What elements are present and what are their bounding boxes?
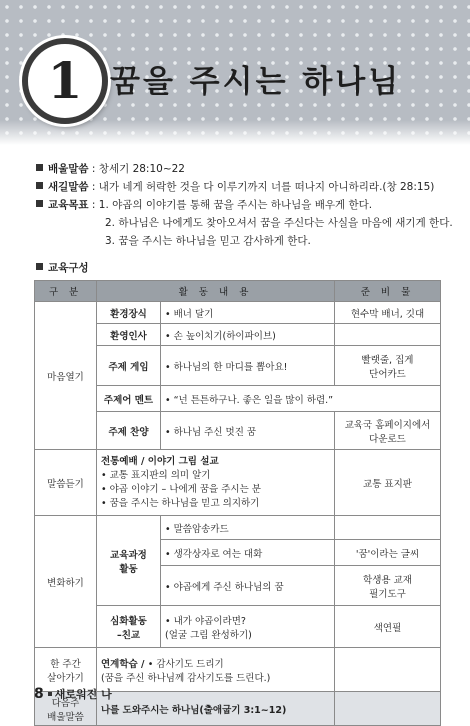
header-division: 구 분 [35,281,97,302]
sub-theme-ment: 주제어 멘트 [97,386,161,412]
listening-bullet-2: • 야곱 이야기 – 나에게 꿈을 주시는 분 [101,483,261,495]
act-jacob-dream: • 야곱에게 주신 하나님의 꿈 [161,566,335,606]
goal-label: 교육목표 [48,199,89,211]
section-change: 변화하기 [35,516,97,648]
act-weekly [97,648,335,692]
goal-text-2: 2. 하나님은 나에게도 찾아오셔서 꿈을 주신다는 사실을 마음에 새기게 한다. [105,217,453,229]
act-decoration: • 배너 달기 [161,302,335,324]
act-praise: • 하나님 주신 멋진 꿈 [161,412,335,450]
memory-line [36,178,434,196]
act-next: 나를 도와주시는 하나님(출애굽기 3:1~12) [97,692,335,726]
structure-heading [36,260,89,275]
lesson-number-badge [22,38,108,124]
goal-text-1: : 1. 야곱의 이야기를 통해 꿈을 주시는 하나님을 배우게 한다. [91,199,373,211]
square-bullet-icon [36,164,43,171]
sub-praise: 주제 찬양 [97,412,161,450]
prep-jacob-dream: 학생용 교재 필기도구 [335,566,441,606]
prep-decoration: 현수막 배너, 깃대 [335,302,441,324]
book-title: 새로워진 나 [54,688,112,701]
section-listening: 말씀듣기 [35,450,97,516]
section-weekly: 한 주간 살아가기 [35,648,97,692]
act-listening [97,450,335,516]
structure-heading-text: 교육구성 [48,262,89,274]
act-if-jacob: • 내가 야곱이라면? (얼굴 그림 완성하기) [161,606,335,648]
sub-fellowship: 심화활동 –친교 [97,606,161,648]
page-footer [34,686,112,702]
prep-weekly [335,648,441,692]
lesson-plan-table [34,280,441,726]
goal-text-3: 3. 꿈을 주시는 하나님을 믿고 감사하게 한다. [105,235,311,247]
sub-greeting: 환영인사 [97,324,161,346]
act-theme-ment: • “넌 튼튼하구나. 좋은 일을 많이 하렴.” [161,386,441,412]
act-memory-card: • 말씀암송카드 [161,516,335,540]
prep-memory-card [335,516,441,540]
section-next: 다음주 배울말씀 [35,692,97,726]
memory-label: 새길말씀 [48,181,89,193]
weekly-bold: 연계학습 / [101,658,148,670]
prep-game: 빨랫줄, 집게 단어카드 [335,346,441,386]
square-bullet-icon [36,263,43,270]
scripture-label: 배울말씀 [48,163,89,175]
listening-heading: 전통예배 / 이야기 그림 설교 [101,455,219,467]
listening-bullet-1: • 교통 표지판의 의미 알기 [101,469,211,481]
section-opening: 마음열기 [35,302,97,450]
banner-fade [0,120,470,145]
page-number: 8 [34,686,44,702]
act-game: • 하나님의 한 마디를 뽑아요! [161,346,335,386]
prep-thinking-box: '꿈'이라는 글씨 [335,540,441,566]
sub-game: 주제 게임 [97,346,161,386]
weekly-text: • 감사기도 드리기 (꿈을 주신 하나님께 감사기도를 드린다.) [101,658,271,684]
prep-next [335,692,441,726]
goal-line [36,196,372,214]
square-bullet-icon [36,200,43,207]
sub-curriculum: 교육과정 활동 [97,516,161,606]
prep-listening: 교통 표지판 [335,450,441,516]
header-activity: 활 동 내 용 [97,281,335,302]
header-materials: 준 비 물 [335,281,441,302]
listening-bullet-3: • 꿈을 주시는 하나님을 믿고 의지하기 [101,497,260,509]
prep-praise: 교육국 홈페이지에서 다운로드 [335,412,441,450]
act-thinking-box: • 생각상자로 여는 대화 [161,540,335,566]
lesson-number: 1 [47,51,83,110]
scripture-text: : 창세기 28:10~22 [91,163,185,175]
square-bullet-icon [36,182,43,189]
prep-if-jacob: 색연필 [335,606,441,648]
sub-decoration: 환경장식 [97,302,161,324]
lesson-title: 꿈을 주시는 하나님 [110,64,402,100]
footer-dot-icon [48,692,52,696]
act-greeting: • 손 높이치기(하이파이브) [161,324,335,346]
memory-text: : 내가 네게 허락한 것을 다 이루기까지 너를 떠나지 아니하리라.(창 28:15) [91,181,435,193]
scripture-line [36,160,185,178]
prep-greeting [335,324,441,346]
